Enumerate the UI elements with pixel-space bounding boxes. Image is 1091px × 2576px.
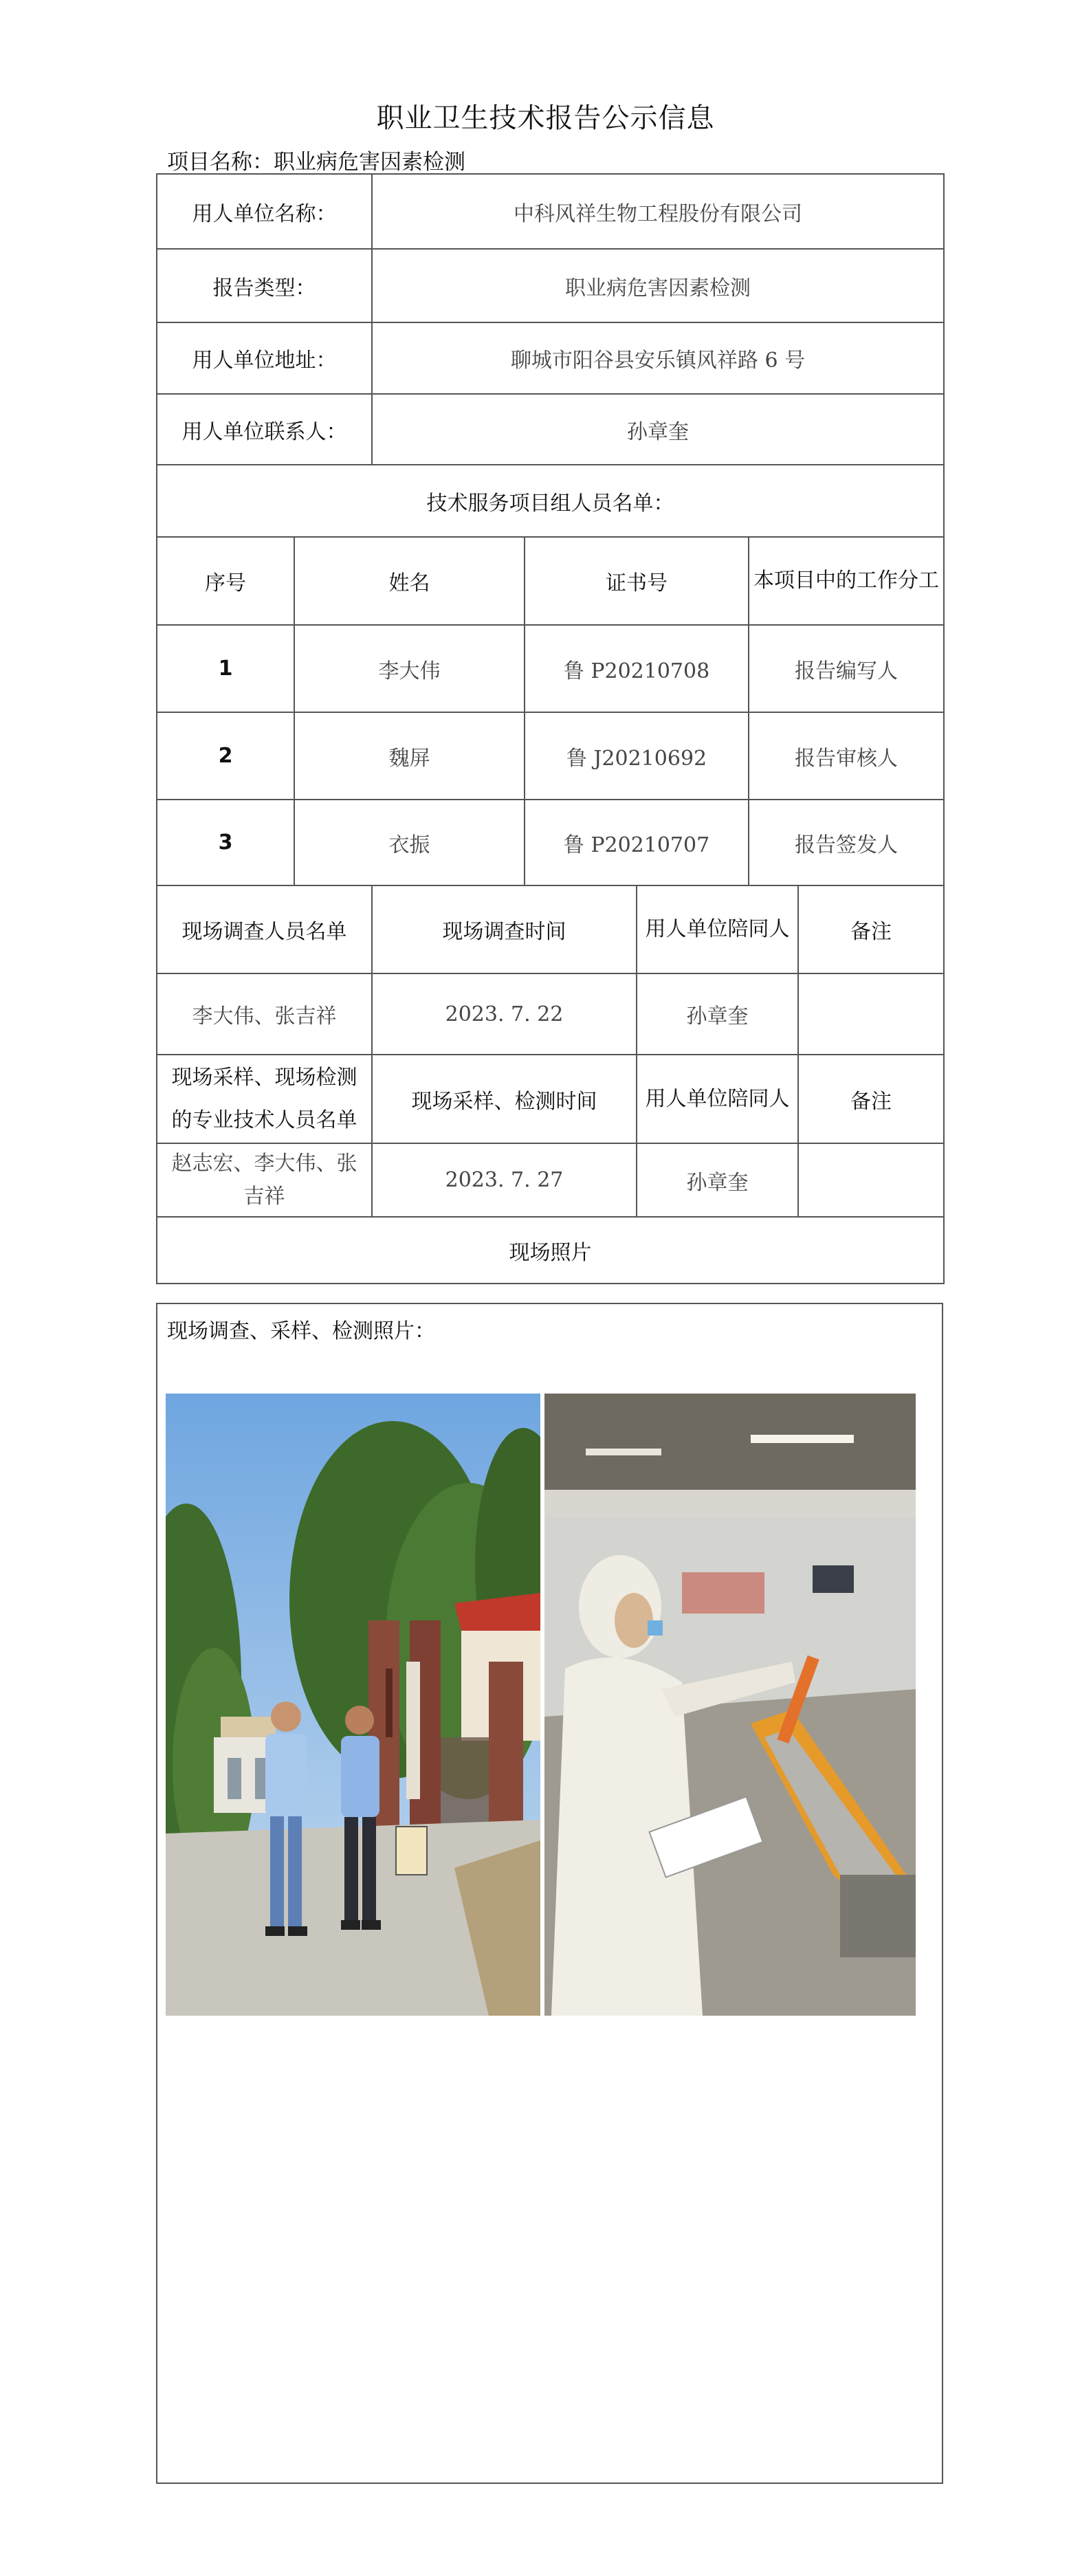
survey-date: 2023. 7. 22 <box>372 973 637 1055</box>
survey-header-date: 现场调查时间 <box>372 885 637 973</box>
team-header-role: 本项目中的工作分工 <box>749 537 944 625</box>
sampling-people: 赵志宏、李大伟、张吉祥 <box>157 1143 372 1217</box>
team-row-no: 3 <box>157 800 294 885</box>
photo-section <box>156 1303 943 2484</box>
team-row-name: 衣振 <box>294 800 525 885</box>
team-row-role: 报告审核人 <box>749 712 944 800</box>
survey-header-escort: 用人单位陪同人 <box>637 885 798 973</box>
survey-header-note: 备注 <box>798 885 944 973</box>
team-header-name: 姓名 <box>294 537 525 625</box>
page-title: 职业卫生技术报告公示信息 <box>376 102 715 134</box>
company-value: 中科风祥生物工程股份有限公司 <box>372 174 944 249</box>
sampling-note <box>798 1143 944 1217</box>
team-row-name: 魏屏 <box>294 712 525 800</box>
project-name: 项目名称：职业病危害因素检测 <box>167 150 465 175</box>
team-row-cert: 鲁 P20210707 <box>525 800 749 885</box>
table-row <box>157 800 944 885</box>
survey-people: 李大伟、张吉祥 <box>157 973 372 1055</box>
address-label: 用人单位地址： <box>157 322 372 394</box>
survey-escort: 孙章奎 <box>637 973 798 1055</box>
sampling-escort: 孙章奎 <box>637 1143 798 1217</box>
photo-caption: 现场调查、采样、检测照片： <box>167 1319 435 1343</box>
survey-header-people: 现场调查人员名单 <box>157 885 372 973</box>
company-label: 用人单位名称： <box>157 174 372 249</box>
table-row <box>157 625 944 712</box>
team-row-role: 报告签发人 <box>749 800 944 885</box>
report-type-label: 报告类型： <box>157 249 372 322</box>
photos-heading: 现场照片 <box>157 1217 944 1284</box>
address-value: 聊城市阳谷县安乐镇风祥路 6 号 <box>372 322 944 394</box>
gate-photo <box>166 1394 540 2016</box>
survey-note <box>798 973 944 1055</box>
worker-photo <box>544 1394 916 2016</box>
report-type-value: 职业病危害因素检测 <box>372 249 944 322</box>
team-row-name: 李大伟 <box>294 625 525 712</box>
table-row <box>157 712 944 800</box>
team-row-role: 报告编写人 <box>749 625 944 712</box>
team-row-cert: 鲁 P20210708 <box>525 625 749 712</box>
team-header-no: 序号 <box>157 537 294 625</box>
team-heading: 技术服务项目组人员名单： <box>157 465 944 537</box>
sampling-date: 2023. 7. 27 <box>372 1143 637 1217</box>
contact-label: 用人单位联系人： <box>157 394 372 465</box>
sampling-header-date: 现场采样、检测时间 <box>372 1055 637 1143</box>
team-row-no: 2 <box>157 712 294 800</box>
team-row-cert: 鲁 J20210692 <box>525 712 749 800</box>
info-table <box>156 173 945 1284</box>
sampling-header-escort: 用人单位陪同人 <box>637 1055 798 1143</box>
sampling-header-note: 备注 <box>798 1055 944 1143</box>
sampling-header-people: 现场采样、现场检测的专业技术人员名单 <box>157 1055 372 1143</box>
contact-value: 孙章奎 <box>372 394 944 465</box>
team-row-no: 1 <box>157 625 294 712</box>
team-header-cert: 证书号 <box>525 537 749 625</box>
